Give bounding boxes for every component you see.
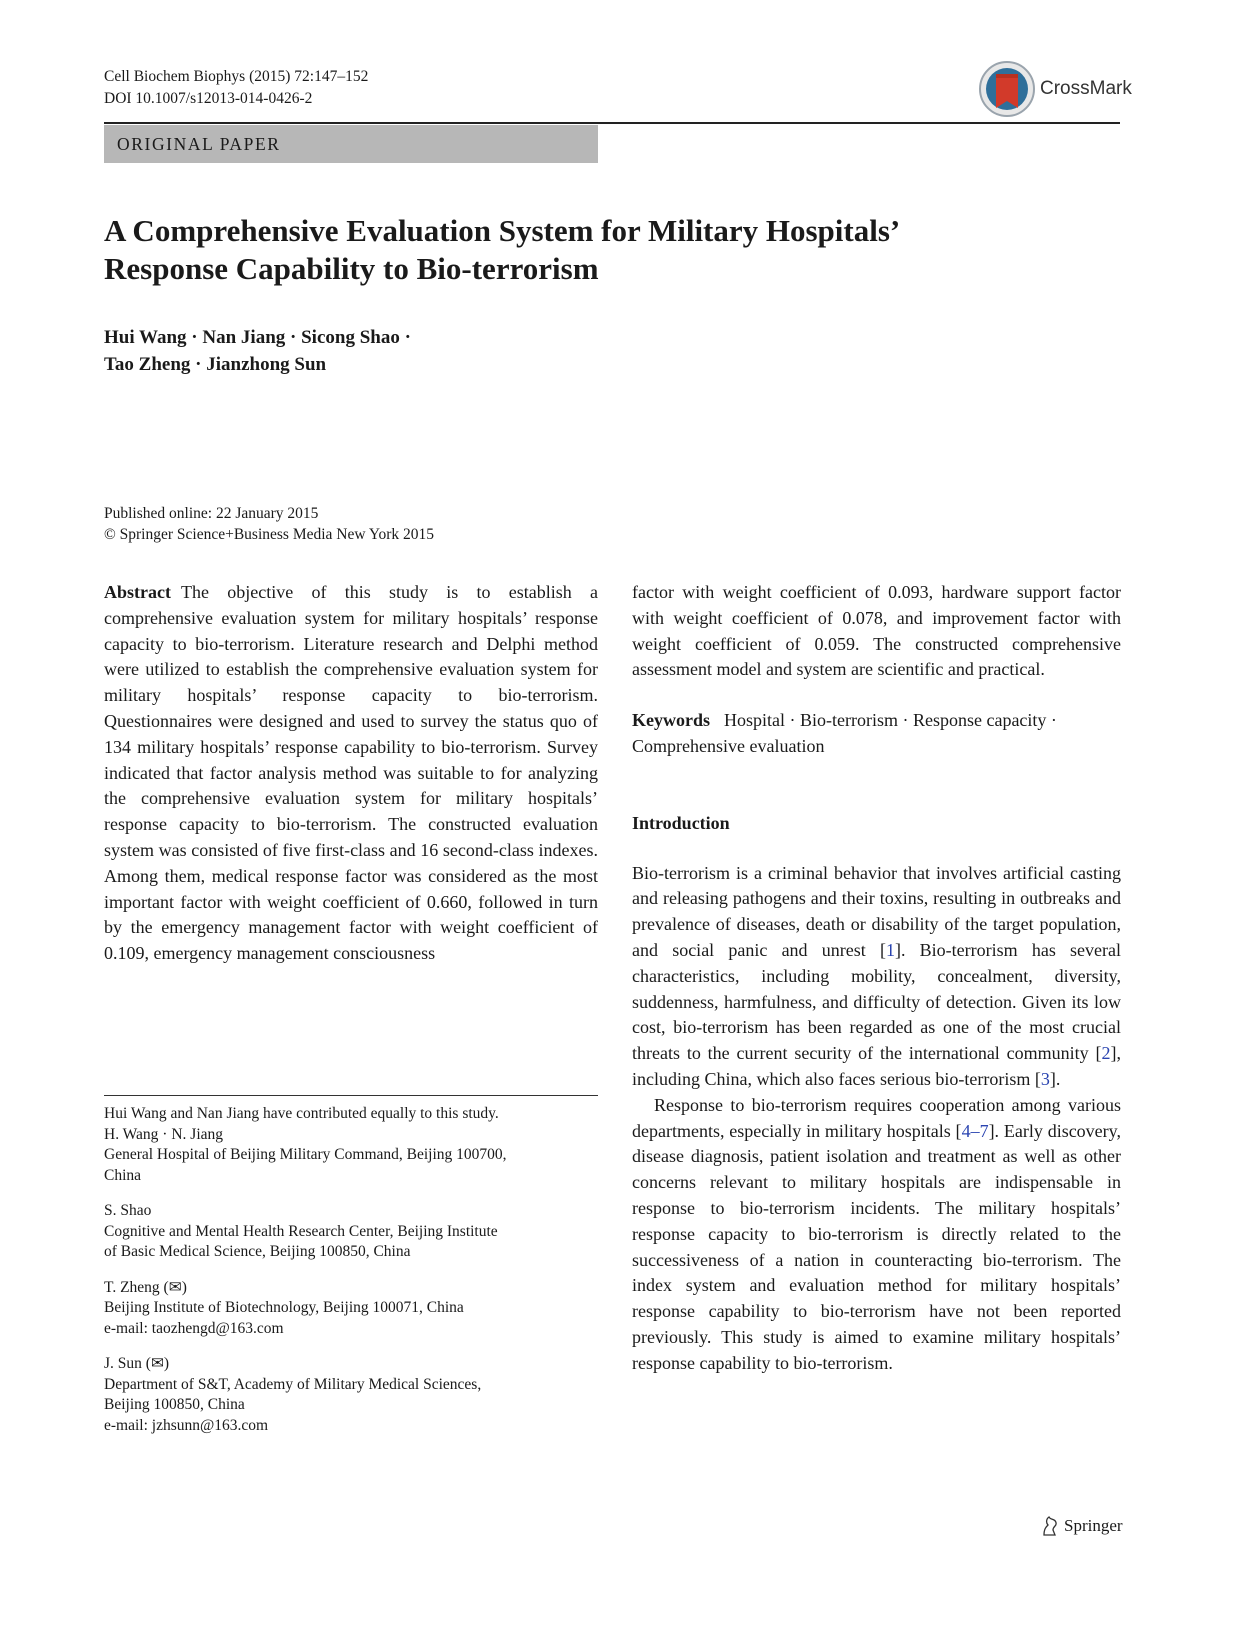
springer-label: Springer [1064, 1516, 1123, 1535]
crossmark-badge[interactable] [978, 60, 1132, 120]
paper-type-banner: ORIGINAL PAPER [104, 125, 598, 163]
affiliation-zheng [104, 1278, 598, 1340]
affiliation-shao [104, 1201, 598, 1263]
journal-citation: Cell Biochem Biophys (2015) 72:147–152 [104, 68, 369, 85]
affiliation-address: China [104, 1166, 142, 1184]
abstract-text-right: factor with weight coefficient of 0.093, hardware support factor with weight coefficient of 0.078, and improvement factor with weight coefficient of 0.059. The constructed comprehensive assessment model and system are scientific and practical. [632, 582, 1121, 680]
affiliation-address: Cognitive and Mental Health Research Center, Beijing Institute [104, 1222, 498, 1240]
left-column [104, 580, 598, 967]
publisher-logo [1040, 1513, 1130, 1539]
abstract-label: Abstract [104, 582, 171, 602]
journal-doi[interactable]: DOI 10.1007/s12013-014-0426-2 [104, 90, 313, 107]
affiliation-address: General Hospital of Beijing Military Command, Beijing 100700, [104, 1146, 507, 1163]
abstract-paragraph [104, 580, 598, 967]
springer-horse-icon [1040, 1515, 1060, 1537]
copyright-notice: © Springer Science+Business Media New York 2015 [104, 526, 435, 543]
footnotes [104, 1104, 598, 1451]
publication-info [104, 503, 434, 545]
affiliation-names: T. Zheng (✉) [104, 1278, 187, 1296]
affiliation-address: Beijing 100850, China [104, 1396, 245, 1413]
keywords-paragraph [632, 708, 1121, 760]
affiliation-address: of Basic Medical Science, Beijing 100850, China [104, 1243, 411, 1260]
published-online: Published online: 22 January 2015 [104, 505, 319, 522]
affiliation-email[interactable]: e-mail: jzhsunn@163.com [104, 1416, 269, 1434]
affiliation-names: J. Sun (✉) [104, 1355, 170, 1372]
affiliation-address: Department of S&T, Academy of Military Medical Sciences, [104, 1375, 482, 1393]
affiliation-email[interactable]: e-mail: taozhengd@163.com [104, 1319, 284, 1337]
footnote-rule [104, 1095, 598, 1096]
introduction-heading: Introduction [632, 812, 730, 833]
keywords-label: Keywords [632, 710, 710, 731]
authors-line-2: Tao Zheng · Jianzhong Sun [104, 354, 327, 375]
author-list [104, 324, 704, 378]
keywords-text: Hospital · Bio-terrorism · Response capacity · Comprehensive evaluation [632, 710, 1057, 756]
intro-paragraph-1: Bio-terrorism is a criminal behavior that involves artificial casting and releasing pathogens and their toxins, resulting in outbreaks and prevalence of diseases, death or disability of the target population, and social panic and unrest [1]. Bio-terrorism has several characteristics, including mobility, concealment, diversity, suddenness, harmfulness, and difficulty of detection. Given its low cost, bio-terrorism has been regarded as one of the most crucial threats to the current security of the international community [2], including China, which also faces serious bio-terrorism [3]. [632, 862, 1121, 1089]
affiliation-names: S. Shao [104, 1202, 152, 1219]
title-line-2: Response Capability to Bio-terrorism [104, 251, 599, 286]
article-title [104, 212, 1104, 288]
affiliation-sun [104, 1354, 598, 1436]
crossmark-label: CrossMark [1040, 78, 1132, 99]
intro-paragraph-2: Response to bio-terrorism requires cooperation among various departments, especially in military hospitals [4–7]. Early discovery, disease diagnosis, patient isolation and treatment as well as other concerns relevant to military hospitals are indispensable in response to bio-terrorism incidents. The military hospitals’ response capacity to bio-terrorism is directly related to the successiveness of a nation in counteracting bio-terrorism. The index system and evaluation method for military hospitals’ response capability to bio-terrorism have not been reported previously. This study is aimed to examine military hospitals’ response capability to bio-terrorism. [632, 1094, 1121, 1373]
abstract-text-left: The objective of this study is to establish a comprehensive evaluation system for military hospitals’ response capacity to bio-terrorism. Literature research and Delphi method were utilized to establish the comprehensive evaluation system for military hospitals’ response capacity to bio-terrorism. Questionnaires were designed and used to survey the status quo of 134 military hospitals’ response capability to bio-terrorism. Survey indicated that factor analysis method was suitable to for analyzing the comprehensive evaluation system for military hospitals’ response capacity to bio-terrorism. The constructed evaluation system was consisted of five first-class and 16 second-class indexes. Among them, medical response factor was considered as the most important factor with weight coefficient of 0.660, followed in turn by the emergency management factor with weight coefficient of 0.109, emergency management consciousness [104, 582, 598, 964]
reference-link-2[interactable]: 2 [1101, 1043, 1111, 1064]
affiliation-names: H. Wang · N. Jiang [104, 1125, 224, 1143]
title-line-1: A Comprehensive Evaluation System for Military Hospitals’ [104, 213, 901, 248]
header-rule [104, 122, 1120, 124]
right-column [632, 580, 1121, 1377]
reference-link-1[interactable]: 1 [885, 939, 895, 960]
journal-header [104, 66, 368, 110]
authors-line-1: Hui Wang · Nan Jiang · Sicong Shao · [104, 327, 411, 348]
affiliation-address: Beijing Institute of Biotechnology, Beijing 100071, China [104, 1299, 464, 1316]
reference-link-3[interactable]: 3 [1040, 1068, 1050, 1089]
crossmark-icon [978, 60, 1036, 118]
reference-link-4-7[interactable]: 4–7 [961, 1120, 989, 1141]
equal-contribution-note: Hui Wang and Nan Jiang have contributed equally to this study. [104, 1105, 499, 1122]
affiliation-wang-jiang [104, 1125, 598, 1187]
